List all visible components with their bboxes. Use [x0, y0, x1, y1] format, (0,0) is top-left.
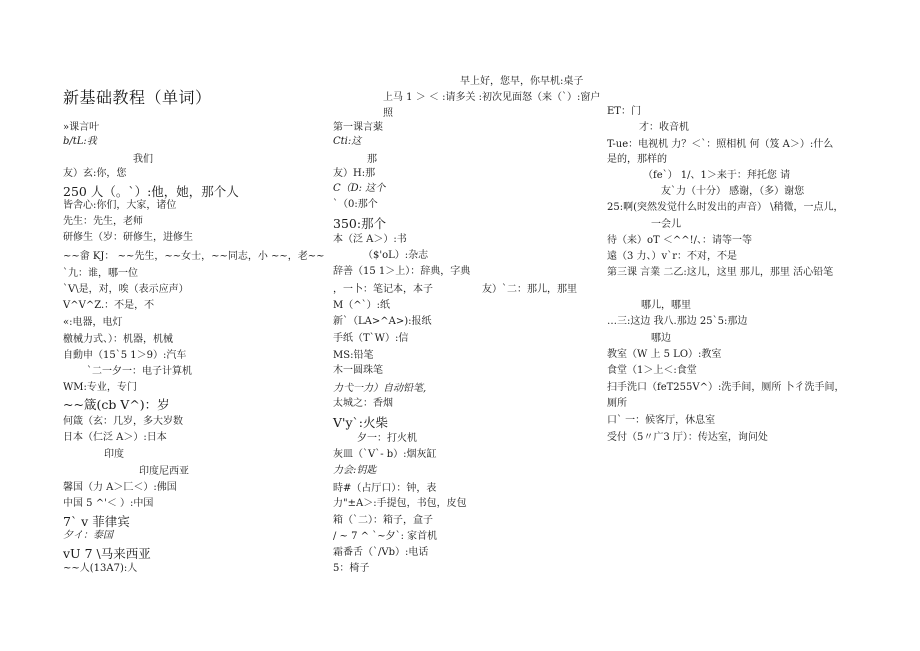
list-item: 時#（占厅口）：钟，表	[333, 483, 437, 494]
list-item: ET：门	[607, 106, 641, 117]
list-item: 友`力（十分） 感谢，（多）谢您	[661, 186, 805, 197]
list-item: 第一课言薬	[333, 122, 383, 133]
list-item: `九：谁，哪一位	[63, 268, 138, 279]
list-item: 那	[367, 154, 377, 165]
list-item: vU 7 \马来西亚	[63, 546, 151, 561]
list-item: 一会儿	[651, 219, 681, 230]
list-item: WM:专业，专门	[63, 382, 137, 393]
list-item: 印度尼西亚	[139, 466, 189, 477]
list-item: «:电器，电灯	[63, 317, 123, 328]
list-item: 先生：先生，老师	[63, 216, 143, 227]
list-item: 研修生（岁：研修生，进修生	[63, 232, 193, 243]
list-item: 本（泛 A＞）:书	[333, 234, 407, 245]
list-item: `二一夕一：电子计算机	[87, 366, 192, 377]
list-item: ~~箴(cb V^)：岁	[63, 397, 170, 412]
list-item: 25:啊(突然发觉什么时发出的声音） \稍微，一点儿，	[607, 202, 844, 213]
list-item: 待（来）oT ＜^^!/、：请等一等	[607, 235, 753, 246]
list-item: 力"±A＞:手提包，书包，皮包	[333, 498, 467, 509]
list-item: 250 人（。`）:他，她，那个人	[63, 184, 239, 199]
list-item: 中国 5 ^'＜ ）:中国	[63, 498, 154, 509]
header-top-line: 早上好，您早，你早机:桌子	[460, 76, 584, 87]
list-item: 7` v 菲律宾	[63, 514, 130, 529]
list-item: 印度	[104, 449, 124, 460]
column-1	[0, 0, 325, 651]
list-item: 350:那个	[333, 216, 387, 231]
list-item: 才：收音机	[639, 122, 689, 133]
list-item: 夕一：打火机	[357, 433, 417, 444]
list-item: （$'oL）:杂志	[363, 250, 429, 261]
list-item: 新`（LA>^A>):报纸	[333, 316, 432, 327]
list-item: MS:铅笔	[333, 350, 374, 361]
list-item: 箱（`二）：箱子，盒子	[333, 515, 433, 526]
list-item: （fe`） 1/、1＞来于：拜托您 请	[643, 170, 791, 181]
page-title: 新基础教程（单词）	[63, 88, 212, 107]
list-item: 友）`二：那儿，那里	[482, 284, 577, 295]
list-item: / ~ 7 ^ `~夕`: 家首机	[333, 531, 438, 542]
list-item: 哪儿，哪里	[641, 300, 691, 311]
column-3	[600, 0, 900, 651]
list-item: 木一圆珠笔	[333, 365, 383, 376]
list-item: 力弋一力）自动铅笔,	[333, 383, 427, 394]
list-item: 友）玄:你，您	[63, 168, 127, 179]
list-item: 教室（W 上 5 LO）:教室	[607, 349, 722, 360]
list-item: Cti:这	[333, 136, 362, 147]
list-item: 日本（仁泛 A＞）:日本	[63, 432, 167, 443]
list-item: M（^`）:纸	[333, 300, 390, 311]
list-item: 遠（3 力、）v`r：不对，不是	[607, 251, 737, 262]
list-item: 我们	[133, 154, 153, 165]
column-2	[320, 0, 610, 651]
list-item: `（0:那个	[333, 199, 378, 210]
list-item: 第三课 言業 二乙:这儿，这里 那儿，那里 活心铅笔	[607, 267, 834, 278]
list-item: ，一卜：笔记本，本子	[333, 284, 433, 295]
list-item: V^V^Z.：不是，不	[63, 300, 155, 311]
list-item: 灰皿（`V`- b）:烟灰缸	[333, 449, 437, 460]
list-item: 霜番舌（`/Vb）:电话	[333, 547, 429, 558]
list-item: `V\是，对，唉（表示应声）	[63, 284, 189, 295]
list-item: 太城之：香烟	[333, 398, 393, 409]
list-item: 何箴（玄：几岁，多大岁数	[63, 416, 183, 427]
list-item: …三:这边 我八.那边 25`5:那边	[607, 316, 748, 327]
list-item: 檄械力式、）：机器，机械	[63, 334, 173, 345]
list-item: V'y`:火柴	[333, 415, 388, 430]
list-item: 扫手洗口（feT255V^）:洗手间，厕所 卜彳洗手间，	[607, 382, 845, 393]
list-item: 自動申（15`5 1＞9）:汽车	[63, 350, 187, 361]
list-item: 友）H:那	[333, 168, 376, 179]
list-item: 力会:钥匙	[333, 465, 377, 476]
list-item: 手纸（T`W）:信	[333, 333, 409, 344]
list-item: C（D: 这个	[333, 183, 386, 194]
list-item: 辞善（15 1＞上）：辞典，字典	[333, 266, 471, 277]
list-item: T-ue：电视机 力？＜`：照相机 何（笈 A＞）:什么	[607, 139, 834, 150]
list-item: 夕イ：泰国	[63, 530, 113, 541]
list-item: 口` 一：候客厅，休息室	[607, 415, 716, 426]
list-item: 哪边	[651, 333, 671, 344]
list-item: 食堂（1＞上＜:食堂	[607, 365, 697, 376]
header-subline-2: 照	[383, 108, 393, 119]
header-subline: 上马 1 ＞ ＜ :请多关 :初次见面怒（来（`）:窗户	[383, 92, 601, 103]
list-item: 5：椅子	[333, 563, 370, 574]
list-item: b/tL:我	[63, 136, 97, 147]
list-item: ~~畲 KJ： ~~先生，~~女士，~~同志，小 ~~，老~~	[63, 251, 325, 262]
list-item: 厕所	[607, 398, 627, 409]
list-item: »课言叶	[63, 122, 100, 133]
list-item: 是的，那样的	[607, 154, 667, 165]
list-item: 馨国（力 A＞匚＜）:佛国	[63, 482, 177, 493]
list-item: 皆舎心:你们，大家，诸位	[63, 200, 177, 211]
list-item: ~~人(13A7):人	[63, 563, 138, 574]
list-item: 受付（5〃广3 厅）：传达室，询问处	[607, 432, 768, 443]
